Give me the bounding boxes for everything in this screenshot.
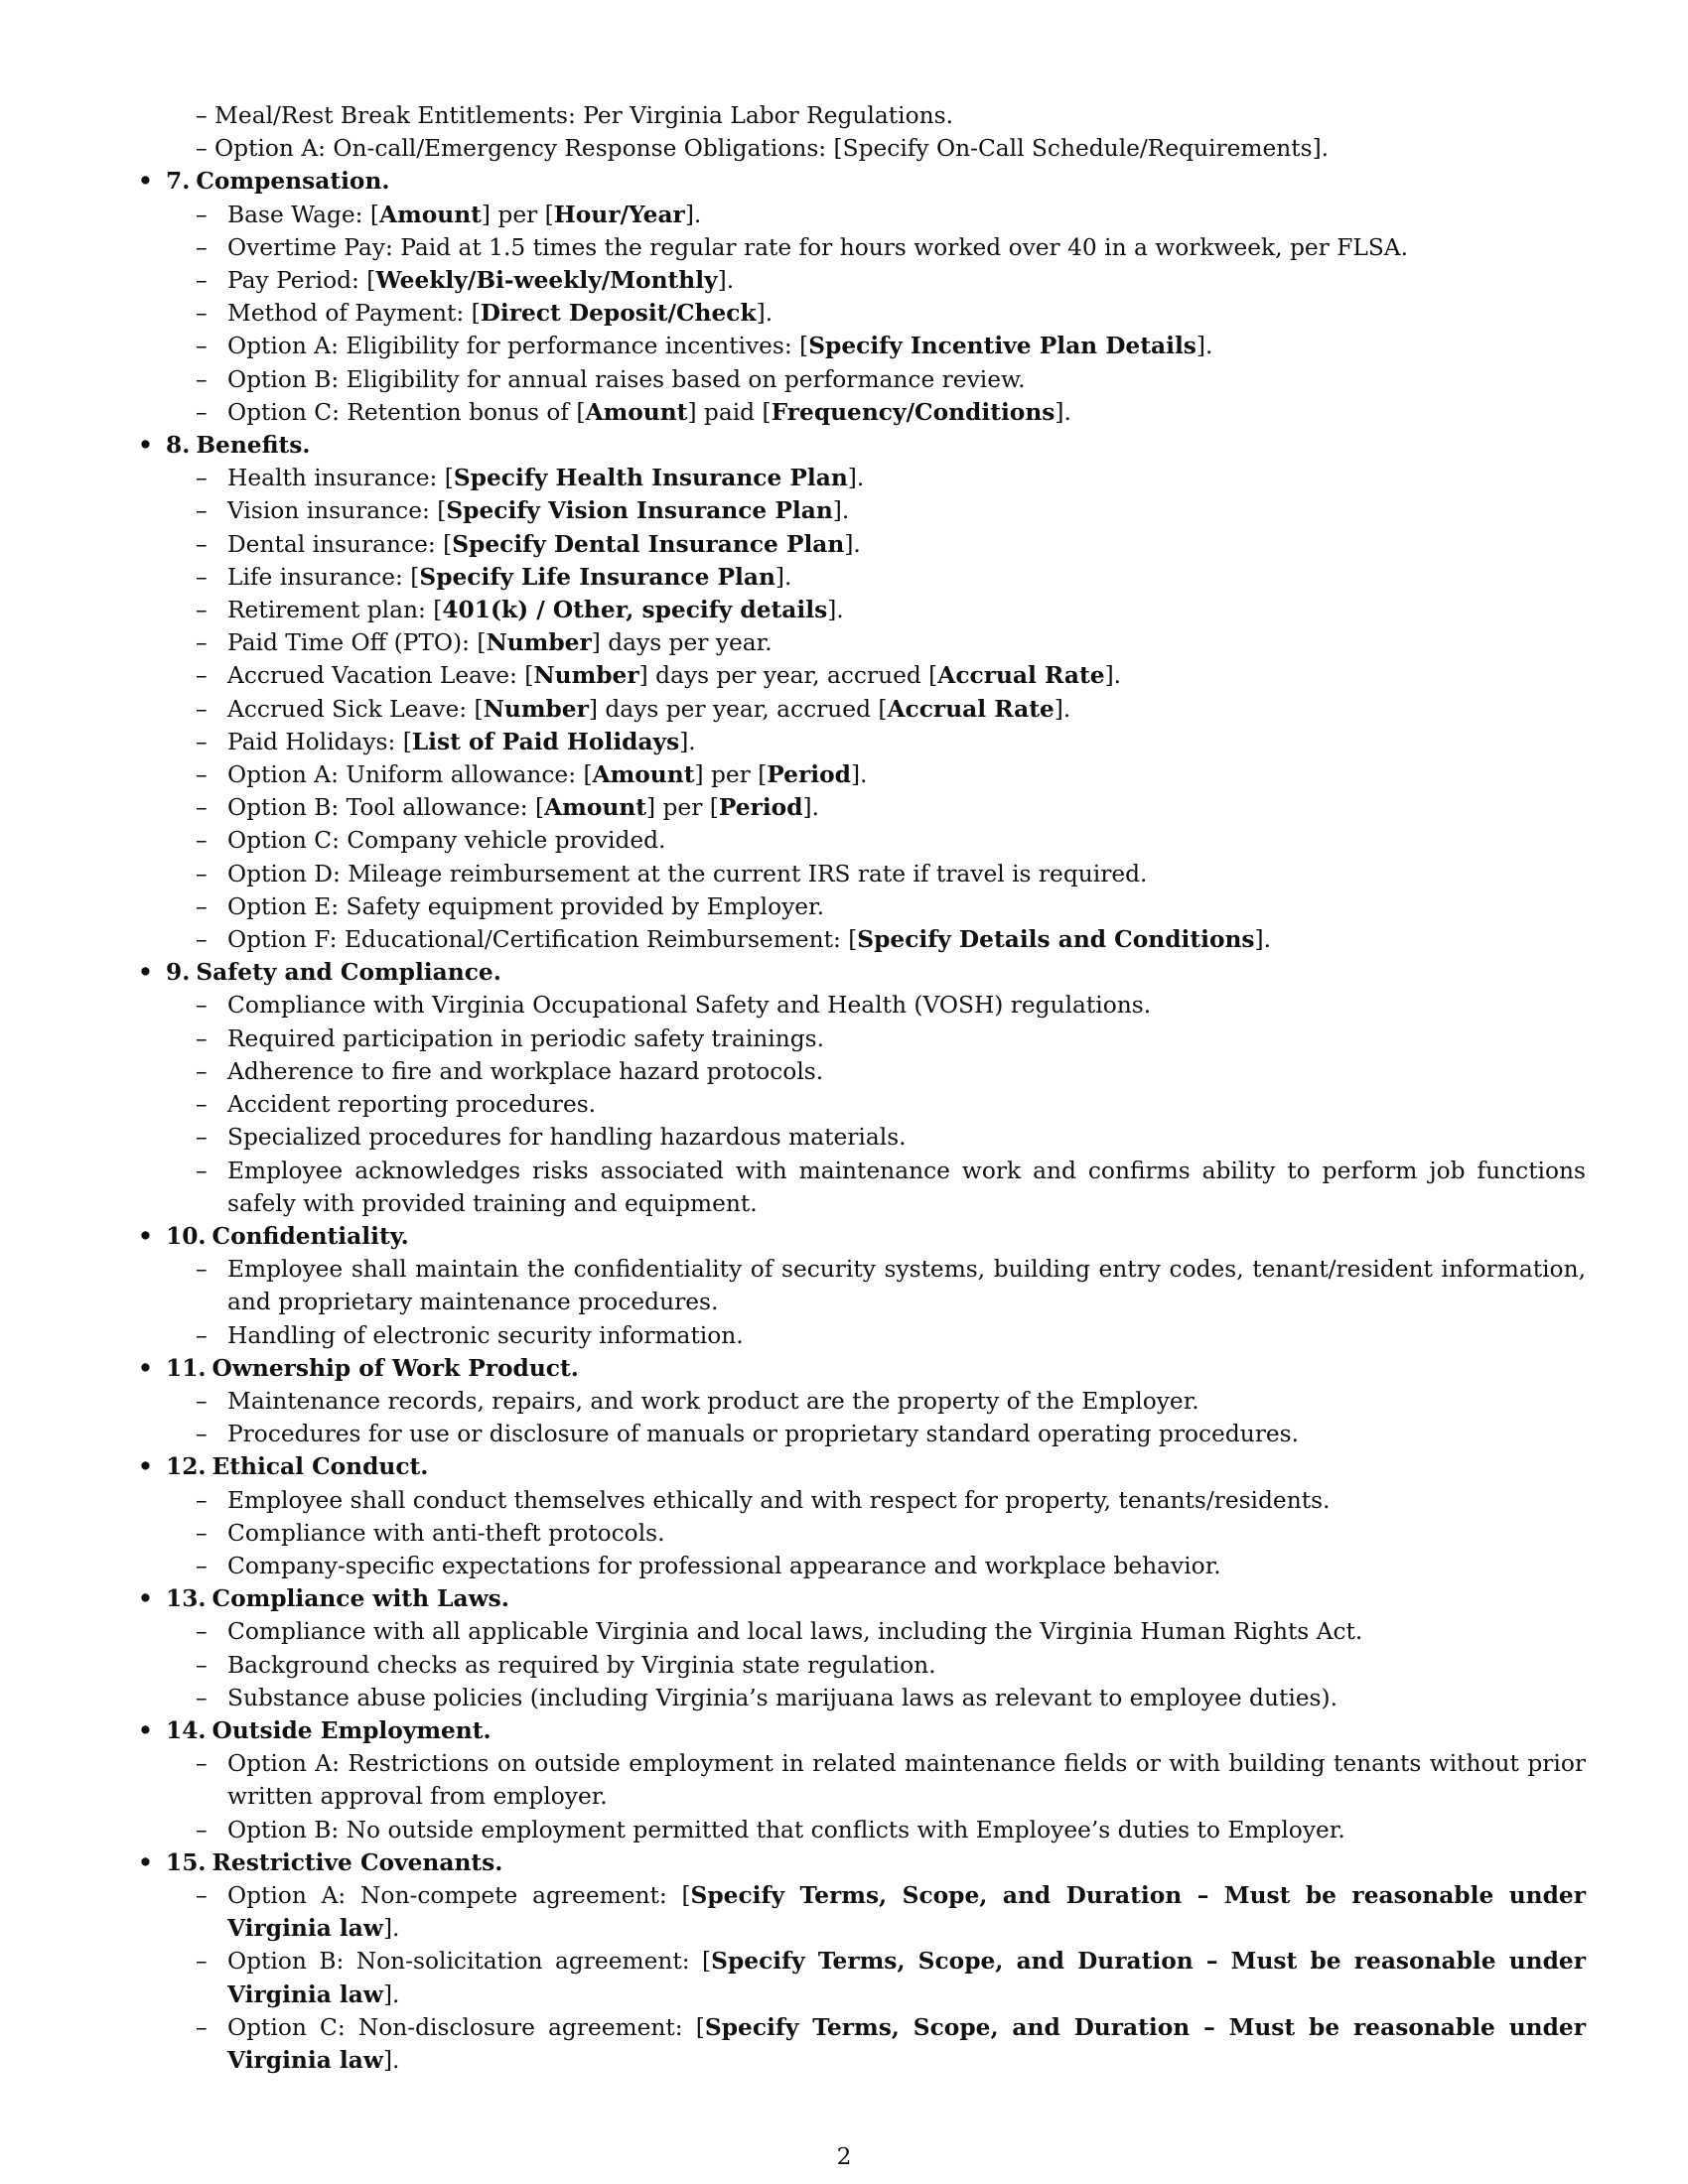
item-text: ] per [ <box>481 201 554 228</box>
section-9 <box>134 956 1586 1220</box>
item-text: ] paid [ <box>687 398 772 426</box>
dash-marker: – <box>196 465 208 492</box>
dash-marker: – <box>196 1519 208 1547</box>
dash-marker: – <box>196 365 208 393</box>
item-text: Option A: Eligibility for performance incentives: [ <box>227 333 809 360</box>
dash-marker: – <box>196 1750 208 1778</box>
section-14 <box>134 1714 1586 1846</box>
item-text: Company-specific expectations for professional appearance and workplace behavior. <box>227 1552 1221 1579</box>
list-item <box>134 494 1586 527</box>
list-item <box>134 1517 1586 1550</box>
section-heading <box>134 1220 1586 1253</box>
list-item <box>134 726 1586 758</box>
placeholder-field: Specify Dental Insurance Plan <box>452 530 845 558</box>
item-text: ]. <box>1104 662 1122 690</box>
list-item <box>134 363 1586 396</box>
placeholder-field: Period <box>718 794 803 822</box>
dash-marker: – <box>196 992 208 1020</box>
placeholder-field: Amount <box>592 761 695 789</box>
section-heading <box>134 1352 1586 1385</box>
item-text: ]. <box>850 761 868 789</box>
bullet-marker: • <box>138 1716 153 1744</box>
item-list <box>134 1484 1586 1583</box>
dash-marker: – <box>196 629 208 657</box>
section-number: 11. <box>166 1354 207 1382</box>
dash-marker: – <box>196 1124 208 1152</box>
placeholder-field: Weekly/Bi-weekly/Monthly <box>375 267 718 295</box>
section-title: Compliance with Laws. <box>211 1585 509 1613</box>
dash-marker: – <box>196 267 208 295</box>
section-heading <box>134 956 1586 989</box>
section-heading <box>134 1582 1586 1615</box>
dash-marker: – <box>196 1091 208 1119</box>
list-item <box>134 99 1586 132</box>
dash-marker: – <box>196 497 208 525</box>
item-text: Substance abuse policies (including Virginia’s marijuana laws as relevant to employee duties). <box>227 1684 1338 1711</box>
item-text: Specialized procedures for handling hazardous materials. <box>227 1124 907 1152</box>
item-text: Retirement plan: [ <box>227 597 443 624</box>
item-text: Overtime Pay: Paid at 1.5 times the regular rate for hours worked over 40 in a workweek, per FLSA. <box>227 233 1409 261</box>
item-text: ]. <box>774 563 792 591</box>
bullet-marker: • <box>138 168 153 196</box>
item-text: Handling of electronic security information. <box>227 1321 744 1349</box>
item-text: Health insurance: [ <box>227 465 454 492</box>
page-number: 2 <box>836 2143 852 2170</box>
item-text: ]. <box>1055 398 1071 426</box>
section-title: Ownership of Work Product. <box>211 1354 579 1382</box>
item-text: ] per [ <box>694 761 768 789</box>
dash-marker: – <box>196 1684 208 1711</box>
section-number: 15. <box>166 1848 207 1876</box>
item-text: Accident reporting procedures. <box>227 1091 597 1119</box>
placeholder-field: Specify Incentive Plan Details <box>808 333 1196 360</box>
list-item <box>134 1023 1586 1055</box>
item-text: Method of Payment: [ <box>227 300 481 328</box>
section-heading <box>134 1450 1586 1483</box>
item-text: ]. <box>382 1915 400 1943</box>
dash-marker: – <box>196 794 208 822</box>
item-text: Employee shall maintain the confidentiality of security systems, building entry codes, tenant/resident information, and proprietary maintenance procedures. <box>227 1256 1586 1316</box>
placeholder-field: Specify Terms, Scope, and Duration – Must be reasonable under Virginia law <box>227 1948 1586 2008</box>
dash-marker: – <box>196 1486 208 1514</box>
dash-marker: – <box>196 1881 208 1909</box>
dash-marker: – <box>196 860 208 887</box>
placeholder-field: Number <box>533 662 639 690</box>
list-item <box>134 758 1586 791</box>
dash-marker: – <box>196 926 208 954</box>
dash-marker: – <box>196 333 208 360</box>
section-number: 10. <box>166 1222 207 1250</box>
list-item <box>134 561 1586 594</box>
item-list <box>134 462 1586 956</box>
list-item <box>134 1945 1586 2010</box>
list-item <box>134 626 1586 659</box>
item-text: Accrued Sick Leave: [ <box>227 695 484 723</box>
list-item <box>134 989 1586 1022</box>
dash-marker: – <box>196 1421 208 1448</box>
bullet-marker: • <box>138 959 153 987</box>
list-item <box>134 1649 1586 1682</box>
list-item <box>134 1088 1586 1121</box>
bullet-marker: • <box>138 1453 153 1481</box>
item-text: Employee acknowledges risks associated with maintenance work and confirms ability to perform job functions safely with provided training and equipment. <box>227 1157 1586 1217</box>
placeholder-field: Amount <box>379 201 482 228</box>
dash-marker: – <box>196 597 208 624</box>
list-item <box>134 824 1586 857</box>
item-text: Employee shall conduct themselves ethically and with respect for property, tenants/residents. <box>227 1486 1331 1514</box>
list-item <box>134 791 1586 824</box>
item-text: Dental insurance: [ <box>227 530 453 558</box>
placeholder-field: Specify Life Insurance Plan <box>419 563 775 591</box>
dash-marker: – <box>196 300 208 328</box>
list-item <box>134 1055 1586 1088</box>
list-item <box>134 1814 1586 1846</box>
item-text: Option B: No outside employment permitted that conflicts with Employee’s duties to Employer. <box>227 1816 1345 1843</box>
section-title: Restrictive Covenants. <box>211 1848 503 1876</box>
placeholder-field: Specify Vision Insurance Plan <box>446 497 833 525</box>
dash-marker: – <box>196 761 208 789</box>
list-item <box>134 528 1586 561</box>
item-text: ]. <box>827 597 844 624</box>
section-title: Ethical Conduct. <box>211 1453 429 1481</box>
item-text: Life insurance: [ <box>227 563 420 591</box>
item-text: Option A: Restrictions on outside employment in related maintenance fields or with building tenants without prior written approval from employer. <box>227 1750 1586 1811</box>
dash-marker: – <box>196 563 208 591</box>
bullet-marker: • <box>138 1354 153 1382</box>
item-text: Compliance with anti-theft protocols. <box>227 1519 665 1547</box>
placeholder-field: Accrual Rate <box>937 662 1105 690</box>
item-text: ]. <box>1054 695 1071 723</box>
placeholder-field: Number <box>483 695 589 723</box>
list-item <box>134 396 1586 429</box>
placeholder-field: Accrual Rate <box>887 695 1055 723</box>
section-12 <box>134 1450 1586 1582</box>
item-text: ] days per year. <box>591 629 773 657</box>
dash-marker: – <box>196 201 208 228</box>
item-list <box>134 1747 1586 1846</box>
list-item <box>134 132 1586 165</box>
dash-marker: – <box>196 1816 208 1843</box>
list-item <box>134 1319 1586 1352</box>
list-item <box>134 1682 1586 1714</box>
dash-marker: – <box>196 1387 208 1415</box>
item-text: Option A: Non-compete agreement: [ <box>227 1881 691 1909</box>
dash-marker: – <box>196 1024 208 1052</box>
dash-marker: – <box>196 892 208 920</box>
section-continued <box>134 99 1586 165</box>
section-heading <box>134 1714 1586 1747</box>
item-text: Option D: Mileage reimbursement at the current IRS rate if travel is required. <box>227 860 1148 887</box>
item-text: ]. <box>717 267 735 295</box>
item-list <box>134 1615 1586 1714</box>
section-10 <box>134 1220 1586 1352</box>
item-text: Option C: Company vehicle provided. <box>227 827 666 855</box>
placeholder-field: List of Paid Holidays <box>411 728 680 755</box>
item-text: ] days per year, accrued [ <box>588 695 888 723</box>
placeholder-field: 401(k) / Other, specify details <box>442 597 828 624</box>
item-text: Option F: Educational/Certification Reimbursement: [ <box>227 926 858 954</box>
item-text: ]. <box>844 530 861 558</box>
section-8 <box>134 429 1586 956</box>
item-text: Accrued Vacation Leave: [ <box>227 662 534 690</box>
placeholder-field: Amount <box>585 398 688 426</box>
dash-marker: – <box>196 398 208 426</box>
item-text: Option B: Tool allowance: [ <box>227 794 545 822</box>
list-item <box>134 1550 1586 1582</box>
placeholder-field: Number <box>486 629 592 657</box>
item-text: – Option A: On-call/Emergency Response Obligations: [Specify On-Call Schedule/Requirements]. <box>196 135 1330 163</box>
item-text: ]. <box>1254 926 1272 954</box>
list-item <box>134 1121 1586 1154</box>
dash-marker: – <box>196 1651 208 1679</box>
dash-marker: – <box>196 530 208 558</box>
list-item <box>134 1385 1586 1418</box>
placeholder-field: Specify Details and Conditions <box>857 926 1255 954</box>
item-text: ]. <box>684 201 702 228</box>
item-list <box>134 1385 1586 1450</box>
section-number: 7. <box>166 168 191 196</box>
dash-marker: – <box>196 1321 208 1349</box>
placeholder-field: Specify Terms, Scope, and Duration – Must be reasonable under Virginia law <box>227 2013 1586 2074</box>
section-title: Compensation. <box>196 168 390 196</box>
list-item <box>134 199 1586 231</box>
dash-marker: – <box>196 1157 208 1184</box>
list-item <box>134 1879 1586 1945</box>
dash-marker: – <box>196 1618 208 1646</box>
placeholder-field: Frequency/Conditions <box>771 398 1055 426</box>
dash-marker: – <box>196 695 208 723</box>
section-heading <box>134 1846 1586 1879</box>
section-13 <box>134 1582 1586 1714</box>
placeholder-field: Period <box>767 761 851 789</box>
placeholder-field: Hour/Year <box>553 201 685 228</box>
dash-marker: – <box>196 662 208 690</box>
section-11 <box>134 1352 1586 1451</box>
item-text: Option B: Non-solicitation agreement: [ <box>227 1948 712 1976</box>
bullet-marker: • <box>138 1848 153 1876</box>
list-item <box>134 231 1586 264</box>
section-number: 9. <box>166 959 191 987</box>
section-number: 8. <box>166 432 191 460</box>
item-text: ]. <box>382 1980 400 2008</box>
dash-marker: – <box>196 728 208 755</box>
item-text: Option A: Uniform allowance: [ <box>227 761 593 789</box>
item-list <box>134 1253 1586 1352</box>
section-7 <box>134 165 1586 429</box>
bullet-marker: • <box>138 1222 153 1250</box>
list-item <box>134 1253 1586 1318</box>
item-text: Option E: Safety equipment provided by Employer. <box>227 892 825 920</box>
section-title: Confidentiality. <box>211 1222 409 1250</box>
section-15 <box>134 1846 1586 2077</box>
dash-marker: – <box>196 1948 208 1976</box>
list-item <box>134 890 1586 923</box>
item-list <box>134 1879 1586 2077</box>
list-item <box>134 1155 1586 1220</box>
dash-marker: – <box>196 2013 208 2041</box>
item-text: ]. <box>756 300 774 328</box>
dash-marker: – <box>196 1256 208 1284</box>
section-title: Safety and Compliance. <box>196 959 501 987</box>
list-item <box>134 462 1586 494</box>
section-heading <box>134 429 1586 462</box>
item-list <box>134 99 1586 165</box>
bullet-marker: • <box>138 1585 153 1613</box>
item-text: Base Wage: [ <box>227 201 380 228</box>
item-text: Adherence to fire and workplace hazard protocols. <box>227 1057 824 1085</box>
list-item <box>134 659 1586 692</box>
placeholder-field: Direct Deposit/Check <box>480 300 757 328</box>
placeholder-field: Specify Terms, Scope, and Duration – Must be reasonable under Virginia law <box>227 1881 1586 1943</box>
item-text: Paid Time Off (PTO): [ <box>227 629 487 657</box>
item-text: – Meal/Rest Break Entitlements: Per Virginia Labor Regulations. <box>196 102 953 129</box>
list-item <box>134 1418 1586 1450</box>
item-text: ]. <box>679 728 696 755</box>
item-text: Paid Holidays: [ <box>227 728 412 755</box>
dash-marker: – <box>196 1057 208 1085</box>
placeholder-field: Amount <box>544 794 647 822</box>
dash-marker: – <box>196 827 208 855</box>
section-title: Outside Employment. <box>211 1716 492 1744</box>
item-text: ]. <box>847 465 865 492</box>
item-list <box>134 199 1586 429</box>
section-number: 13. <box>166 1585 207 1613</box>
section-title: Benefits. <box>196 432 311 460</box>
list-item <box>134 594 1586 626</box>
item-text: Procedures for use or disclosure of manuals or proprietary standard operating procedures. <box>227 1421 1300 1448</box>
item-text: ]. <box>832 497 850 525</box>
dash-marker: – <box>196 1552 208 1579</box>
placeholder-field: Specify Health Insurance Plan <box>453 465 848 492</box>
list-item <box>134 858 1586 890</box>
list-item <box>134 297 1586 330</box>
list-item <box>134 923 1586 956</box>
item-text: ]. <box>382 2046 400 2074</box>
item-list <box>134 989 1586 1219</box>
list-item <box>134 1747 1586 1813</box>
item-text: Option C: Non-disclosure agreement: [ <box>227 2013 705 2041</box>
list-item <box>134 264 1586 297</box>
bullet-marker: • <box>138 432 153 460</box>
item-text: Maintenance records, repairs, and work product are the property of the Employer. <box>227 1387 1199 1415</box>
item-text: Required participation in periodic safety trainings. <box>227 1024 824 1052</box>
list-item <box>134 1484 1586 1517</box>
list-item <box>134 1615 1586 1648</box>
item-text: Option C: Retention bonus of [ <box>227 398 586 426</box>
list-item <box>134 2011 1586 2077</box>
item-text: ]. <box>802 794 820 822</box>
list-item <box>134 693 1586 726</box>
item-text: ] per [ <box>646 794 719 822</box>
list-item <box>134 330 1586 362</box>
dash-marker: – <box>196 233 208 261</box>
item-text: ] days per year, accrued [ <box>638 662 938 690</box>
item-text: Vision insurance: [ <box>227 497 447 525</box>
item-text: Background checks as required by Virginia state regulation. <box>227 1651 936 1679</box>
item-text: Pay Period: [ <box>227 267 376 295</box>
section-heading <box>134 165 1586 198</box>
section-number: 14. <box>166 1716 207 1744</box>
item-text: Option B: Eligibility for annual raises based on performance review. <box>227 365 1026 393</box>
item-text: Compliance with all applicable Virginia and local laws, including the Virginia Human Rights Act. <box>227 1618 1363 1646</box>
item-text: Compliance with Virginia Occupational Safety and Health (VOSH) regulations. <box>227 992 1152 1020</box>
section-number: 12. <box>166 1453 207 1481</box>
item-text: ]. <box>1196 333 1213 360</box>
section-list <box>134 99 1586 2077</box>
